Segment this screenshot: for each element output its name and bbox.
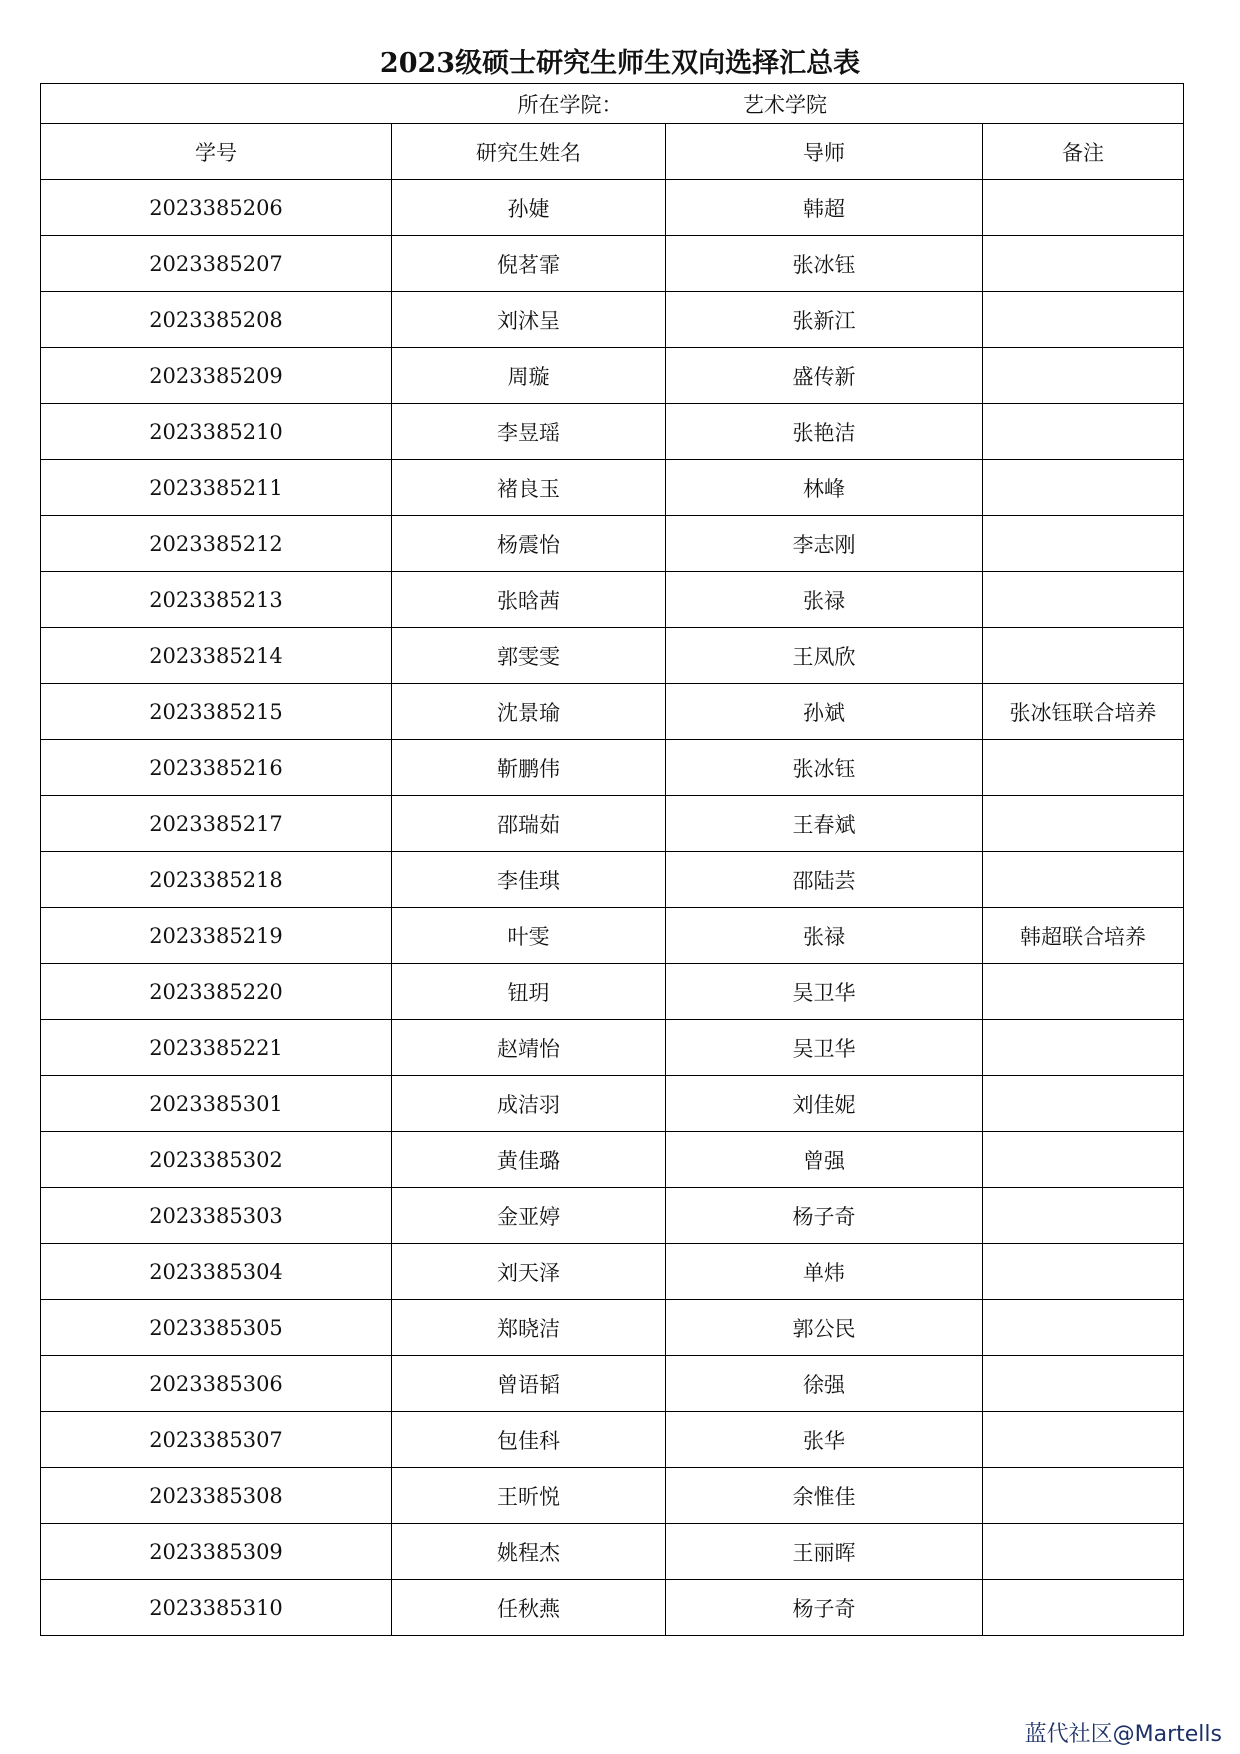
cell-advisor: 徐强 bbox=[666, 1356, 983, 1412]
table-row bbox=[41, 1188, 1184, 1244]
cell-student-id: 2023385308 bbox=[41, 1468, 392, 1524]
cell-advisor: 孙斌 bbox=[666, 684, 983, 740]
cell-advisor: 张华 bbox=[666, 1412, 983, 1468]
cell-note bbox=[983, 572, 1184, 628]
cell-student-name: 李佳琪 bbox=[392, 852, 666, 908]
table-row bbox=[41, 1412, 1184, 1468]
page-title: 2023级硕士研究生师生双向选择汇总表 bbox=[379, 48, 861, 79]
cell-student-id: 2023385214 bbox=[41, 628, 392, 684]
cell-advisor: 张禄 bbox=[666, 572, 983, 628]
cell-student-name: 郭雯雯 bbox=[392, 628, 666, 684]
cell-note bbox=[983, 1132, 1184, 1188]
cell-advisor: 余惟佳 bbox=[666, 1468, 983, 1524]
cell-note bbox=[983, 1076, 1184, 1132]
college-value: 艺术学院 bbox=[743, 92, 827, 117]
column-header-advisor: 导师 bbox=[666, 124, 983, 180]
cell-note bbox=[983, 964, 1184, 1020]
cell-student-id: 2023385213 bbox=[41, 572, 392, 628]
cell-student-name: 邵瑞茹 bbox=[392, 796, 666, 852]
cell-note bbox=[983, 460, 1184, 516]
table-row bbox=[41, 1076, 1184, 1132]
table-row bbox=[41, 572, 1184, 628]
cell-note bbox=[983, 236, 1184, 292]
cell-advisor: 盛传新 bbox=[666, 348, 983, 404]
cell-student-id: 2023385309 bbox=[41, 1524, 392, 1580]
cell-note bbox=[983, 516, 1184, 572]
table-row bbox=[41, 852, 1184, 908]
cell-student-name: 郑晓洁 bbox=[392, 1300, 666, 1356]
cell-student-name: 褚良玉 bbox=[392, 460, 666, 516]
table-row bbox=[41, 1580, 1184, 1636]
watermark: 蓝代社区@Martells bbox=[1024, 1722, 1222, 1747]
cell-student-id: 2023385206 bbox=[41, 180, 392, 236]
college-row bbox=[41, 84, 1184, 124]
cell-student-id: 2023385218 bbox=[41, 852, 392, 908]
cell-student-name: 成洁羽 bbox=[392, 1076, 666, 1132]
cell-student-name: 曾语韬 bbox=[392, 1356, 666, 1412]
cell-advisor: 林峰 bbox=[666, 460, 983, 516]
cell-note bbox=[983, 1412, 1184, 1468]
cell-student-id: 2023385210 bbox=[41, 404, 392, 460]
cell-student-name: 靳鹏伟 bbox=[392, 740, 666, 796]
cell-student-id: 2023385212 bbox=[41, 516, 392, 572]
table-row bbox=[41, 1468, 1184, 1524]
college-label: 所在学院： bbox=[517, 92, 623, 117]
cell-student-name: 王昕悦 bbox=[392, 1468, 666, 1524]
cell-student-name: 刘沭呈 bbox=[392, 292, 666, 348]
cell-student-id: 2023385302 bbox=[41, 1132, 392, 1188]
table-row bbox=[41, 348, 1184, 404]
table-row bbox=[41, 796, 1184, 852]
header-row bbox=[41, 124, 1184, 180]
table-row bbox=[41, 628, 1184, 684]
table-row bbox=[41, 1356, 1184, 1412]
table-row bbox=[41, 1244, 1184, 1300]
cell-note bbox=[983, 796, 1184, 852]
cell-student-name: 沈景瑜 bbox=[392, 684, 666, 740]
cell-student-id: 2023385207 bbox=[41, 236, 392, 292]
cell-student-name: 钮玥 bbox=[392, 964, 666, 1020]
cell-note bbox=[983, 348, 1184, 404]
cell-advisor: 张艳洁 bbox=[666, 404, 983, 460]
cell-student-name: 李昱瑶 bbox=[392, 404, 666, 460]
cell-student-id: 2023385209 bbox=[41, 348, 392, 404]
cell-student-name: 杨震怡 bbox=[392, 516, 666, 572]
table-row bbox=[41, 1300, 1184, 1356]
table-row bbox=[41, 684, 1184, 740]
table-row bbox=[41, 1132, 1184, 1188]
cell-advisor: 吴卫华 bbox=[666, 964, 983, 1020]
cell-advisor: 单炜 bbox=[666, 1244, 983, 1300]
cell-advisor: 曾强 bbox=[666, 1132, 983, 1188]
cell-advisor: 王凤欣 bbox=[666, 628, 983, 684]
table-row bbox=[41, 1524, 1184, 1580]
cell-advisor: 刘佳妮 bbox=[666, 1076, 983, 1132]
cell-advisor: 郭公民 bbox=[666, 1300, 983, 1356]
table-row bbox=[41, 964, 1184, 1020]
cell-student-id: 2023385304 bbox=[41, 1244, 392, 1300]
summary-table bbox=[40, 83, 1184, 1636]
cell-student-name: 周璇 bbox=[392, 348, 666, 404]
cell-student-name: 包佳科 bbox=[392, 1412, 666, 1468]
cell-advisor: 王丽晖 bbox=[666, 1524, 983, 1580]
cell-note bbox=[983, 740, 1184, 796]
cell-note bbox=[983, 180, 1184, 236]
cell-student-name: 张晗茜 bbox=[392, 572, 666, 628]
cell-note bbox=[983, 1468, 1184, 1524]
table-row bbox=[41, 460, 1184, 516]
cell-student-id: 2023385219 bbox=[41, 908, 392, 964]
cell-note bbox=[983, 404, 1184, 460]
cell-student-id: 2023385301 bbox=[41, 1076, 392, 1132]
cell-note bbox=[983, 852, 1184, 908]
cell-student-id: 2023385211 bbox=[41, 460, 392, 516]
column-header-note: 备注 bbox=[983, 124, 1184, 180]
cell-note: 张冰钰联合培养 bbox=[983, 684, 1184, 740]
table-row bbox=[41, 236, 1184, 292]
cell-note bbox=[983, 628, 1184, 684]
column-header-student-name: 研究生姓名 bbox=[392, 124, 666, 180]
cell-note bbox=[983, 292, 1184, 348]
table-row bbox=[41, 180, 1184, 236]
cell-student-name: 孙婕 bbox=[392, 180, 666, 236]
cell-student-name: 姚程杰 bbox=[392, 1524, 666, 1580]
cell-advisor: 杨子奇 bbox=[666, 1188, 983, 1244]
table-row bbox=[41, 908, 1184, 964]
column-header-student-id: 学号 bbox=[41, 124, 392, 180]
table-row bbox=[41, 516, 1184, 572]
cell-note bbox=[983, 1020, 1184, 1076]
cell-note bbox=[983, 1356, 1184, 1412]
cell-student-id: 2023385221 bbox=[41, 1020, 392, 1076]
cell-student-id: 2023385215 bbox=[41, 684, 392, 740]
table-row bbox=[41, 740, 1184, 796]
cell-advisor: 韩超 bbox=[666, 180, 983, 236]
cell-student-name: 黄佳璐 bbox=[392, 1132, 666, 1188]
cell-advisor: 杨子奇 bbox=[666, 1580, 983, 1636]
cell-note bbox=[983, 1580, 1184, 1636]
cell-advisor: 张禄 bbox=[666, 908, 983, 964]
cell-student-id: 2023385310 bbox=[41, 1580, 392, 1636]
cell-student-name: 任秋燕 bbox=[392, 1580, 666, 1636]
cell-student-name: 刘天泽 bbox=[392, 1244, 666, 1300]
cell-student-name: 赵靖怡 bbox=[392, 1020, 666, 1076]
cell-advisor: 邵陆芸 bbox=[666, 852, 983, 908]
cell-note bbox=[983, 1300, 1184, 1356]
cell-student-id: 2023385306 bbox=[41, 1356, 392, 1412]
cell-student-name: 金亚婷 bbox=[392, 1188, 666, 1244]
cell-advisor: 张冰钰 bbox=[666, 740, 983, 796]
table-row bbox=[41, 1020, 1184, 1076]
cell-student-id: 2023385217 bbox=[41, 796, 392, 852]
cell-student-id: 2023385303 bbox=[41, 1188, 392, 1244]
cell-advisor: 吴卫华 bbox=[666, 1020, 983, 1076]
cell-advisor: 张新江 bbox=[666, 292, 983, 348]
cell-student-id: 2023385305 bbox=[41, 1300, 392, 1356]
cell-note: 韩超联合培养 bbox=[983, 908, 1184, 964]
cell-advisor: 王春斌 bbox=[666, 796, 983, 852]
college-cell bbox=[41, 84, 1184, 124]
cell-student-name: 倪茗霏 bbox=[392, 236, 666, 292]
table-row bbox=[41, 292, 1184, 348]
cell-student-id: 2023385307 bbox=[41, 1412, 392, 1468]
cell-note bbox=[983, 1244, 1184, 1300]
cell-advisor: 李志刚 bbox=[666, 516, 983, 572]
cell-note bbox=[983, 1524, 1184, 1580]
cell-student-id: 2023385208 bbox=[41, 292, 392, 348]
cell-advisor: 张冰钰 bbox=[666, 236, 983, 292]
table-row bbox=[41, 404, 1184, 460]
cell-student-id: 2023385216 bbox=[41, 740, 392, 796]
cell-student-id: 2023385220 bbox=[41, 964, 392, 1020]
cell-student-name: 叶雯 bbox=[392, 908, 666, 964]
cell-note bbox=[983, 1188, 1184, 1244]
